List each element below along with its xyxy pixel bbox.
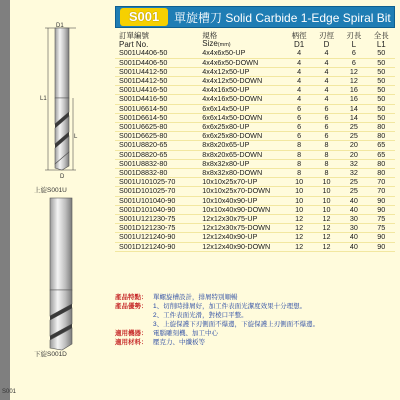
- cell-size: 10x10x40x90-UP: [202, 196, 285, 205]
- head-l-en: L: [351, 39, 357, 49]
- product-header: [115, 6, 395, 28]
- head-d1-cn: 柄徑: [291, 31, 307, 40]
- cell-l1: 90: [368, 196, 395, 205]
- cell-d: 8: [313, 150, 340, 159]
- head-d1-en: D1: [294, 39, 305, 49]
- cell-size: 12x12x40x90-UP: [202, 233, 285, 242]
- table-row: [115, 58, 395, 67]
- cell-l: 14: [340, 113, 367, 122]
- table-row: [115, 49, 395, 58]
- down-spiral-bit: [50, 198, 72, 350]
- note-key: 適用機器：: [115, 330, 148, 337]
- note-key: 產品特點：: [115, 294, 148, 301]
- label-d1: D1: [56, 23, 64, 29]
- cell-size: 8x8x32x80-DOWN: [202, 169, 285, 178]
- cell-l: 20: [340, 141, 367, 150]
- cell-size: 4x4x16x50-UP: [202, 86, 285, 95]
- cell-d: 4: [313, 77, 340, 86]
- cell-l: 16: [340, 86, 367, 95]
- cell-size: 6x6x25x80-UP: [202, 123, 285, 132]
- cell-d: 12: [313, 242, 340, 251]
- note-line: [115, 293, 395, 302]
- cell-l: 30: [340, 215, 367, 224]
- cell-part-no: S001U4406-50: [115, 49, 202, 58]
- cell-part-no: S001D4416-50: [115, 95, 202, 104]
- cell-part-no: S001D121240-90: [115, 242, 202, 251]
- head-l-cn: 刃長: [346, 31, 362, 40]
- cell-d: 10: [313, 205, 340, 214]
- note-value: 電腦雕刻機、加工中心: [153, 330, 218, 337]
- up-spiral-bit: [45, 28, 76, 170]
- note-value: 單螺旋槽設計，排屑特別順暢: [153, 294, 238, 301]
- cell-l: 14: [340, 104, 367, 113]
- cell-d1: 8: [285, 141, 312, 150]
- cell-l1: 50: [368, 113, 395, 122]
- cell-l1: 65: [368, 141, 395, 150]
- cell-d: 4: [313, 49, 340, 58]
- cell-l: 20: [340, 150, 367, 159]
- cell-d: 12: [313, 233, 340, 242]
- cell-l1: 90: [368, 205, 395, 214]
- cell-part-no: S001U6625-80: [115, 123, 202, 132]
- cell-d: 6: [313, 123, 340, 132]
- cell-size: 8x8x20x65-DOWN: [202, 150, 285, 159]
- table-row: [115, 233, 395, 242]
- cell-size: 4x4x6x50-DOWN: [202, 58, 285, 67]
- cell-d: 4: [313, 86, 340, 95]
- note-key: 產品優勢：: [115, 303, 148, 310]
- cell-d1: 4: [285, 95, 312, 104]
- product-code-badge: S001: [120, 8, 168, 26]
- note-value: 1、切削時排屑好，加工件表面光潔度效果十分理想。: [153, 303, 307, 310]
- cell-size: 6x6x14x50-UP: [202, 104, 285, 113]
- cell-part-no: S001U101025-70: [115, 178, 202, 187]
- cell-size: 6x6x25x80-DOWN: [202, 132, 285, 141]
- cell-l1: 70: [368, 187, 395, 196]
- table-row: [115, 95, 395, 104]
- cell-l: 25: [340, 123, 367, 132]
- cell-part-no: S001U6614-50: [115, 104, 202, 113]
- cell-size: 10x10x40x90-DOWN: [202, 205, 285, 214]
- cell-d1: 8: [285, 150, 312, 159]
- cell-l1: 65: [368, 150, 395, 159]
- head-l1-cn: 全長: [373, 31, 389, 40]
- cell-size: 4x4x12x50-DOWN: [202, 77, 285, 86]
- cell-d1: 4: [285, 77, 312, 86]
- cell-l: 16: [340, 95, 367, 104]
- label-l1: L1: [40, 96, 47, 102]
- cell-d1: 6: [285, 132, 312, 141]
- cell-l1: 50: [368, 95, 395, 104]
- note-line: [115, 311, 395, 320]
- cell-d1: 10: [285, 205, 312, 214]
- cell-l: 25: [340, 132, 367, 141]
- table-row: [115, 141, 395, 150]
- table-row: [115, 104, 395, 113]
- cell-l: 25: [340, 178, 367, 187]
- cell-size: 8x8x20x65-UP: [202, 141, 285, 150]
- cell-l: 40: [340, 205, 367, 214]
- cell-l1: 50: [368, 67, 395, 76]
- head-d-cn: 刃徑: [319, 31, 334, 40]
- cell-l: 12: [340, 67, 367, 76]
- cell-l1: 50: [368, 77, 395, 86]
- cell-part-no: S001D121230-75: [115, 224, 202, 233]
- label-l: L: [74, 134, 78, 140]
- head-part-en: Part No.: [119, 39, 149, 49]
- cell-l1: 50: [368, 104, 395, 113]
- cell-d: 8: [313, 141, 340, 150]
- cell-l: 40: [340, 233, 367, 242]
- cell-part-no: S001U4416-50: [115, 86, 202, 95]
- cell-size: 12x12x30x75-UP: [202, 215, 285, 224]
- cell-l1: 50: [368, 86, 395, 95]
- label-d: D: [60, 174, 65, 180]
- note-line: [115, 329, 395, 338]
- product-title: 單旋槽刀 Solid Carbide 1-Edge Spiral Bit: [174, 11, 391, 25]
- cell-l1: 80: [368, 159, 395, 168]
- cell-part-no: S001D6614-50: [115, 113, 202, 122]
- cell-l: 32: [340, 169, 367, 178]
- cell-l1: 50: [368, 49, 395, 58]
- cell-d1: 6: [285, 113, 312, 122]
- cell-d: 8: [313, 169, 340, 178]
- cell-size: 4x4x12x50-UP: [202, 67, 285, 76]
- cell-l1: 90: [368, 233, 395, 242]
- cell-d: 10: [313, 187, 340, 196]
- cell-d1: 8: [285, 169, 312, 178]
- footer-code: S001: [2, 389, 17, 395]
- cell-part-no: S001D4406-50: [115, 58, 202, 67]
- cell-d1: 4: [285, 49, 312, 58]
- cell-d: 8: [313, 159, 340, 168]
- cell-part-no: S001D6625-80: [115, 132, 202, 141]
- cell-d1: 12: [285, 233, 312, 242]
- cell-part-no: S001D4412-50: [115, 77, 202, 86]
- cell-d1: 4: [285, 86, 312, 95]
- cell-d: 10: [313, 178, 340, 187]
- cell-l1: 75: [368, 215, 395, 224]
- cell-l: 25: [340, 187, 367, 196]
- cell-d1: 10: [285, 187, 312, 196]
- cell-size: 4x4x16x50-DOWN: [202, 95, 285, 104]
- cell-d: 6: [313, 104, 340, 113]
- note-line: [115, 320, 395, 329]
- head-size-label: Size: [202, 39, 218, 49]
- table-row: [115, 242, 395, 251]
- cell-size: 6x6x14x50-DOWN: [202, 113, 285, 122]
- note-value: 2、工件表面光滑，對棱口平整。: [153, 312, 248, 319]
- left-edge-strip: [0, 0, 10, 400]
- head-l1-en: L1: [376, 39, 386, 49]
- cell-part-no: S001D101040-90: [115, 205, 202, 214]
- cell-l: 12: [340, 77, 367, 86]
- cell-d1: 12: [285, 242, 312, 251]
- bit-drawing: [10, 20, 115, 360]
- cell-l1: 80: [368, 123, 395, 132]
- cell-size: 4x4x6x50-UP: [202, 49, 285, 58]
- spec-table: [115, 32, 395, 252]
- cell-l: 32: [340, 159, 367, 168]
- cell-d: 4: [313, 58, 340, 67]
- cell-l: 6: [340, 58, 367, 67]
- cell-l1: 80: [368, 169, 395, 178]
- cell-d1: 10: [285, 178, 312, 187]
- product-notes: [115, 293, 395, 347]
- head-d-en: D: [323, 39, 330, 49]
- cell-d: 6: [313, 113, 340, 122]
- cell-l: 40: [340, 196, 367, 205]
- cell-d1: 12: [285, 224, 312, 233]
- cell-part-no: S001U4412-50: [115, 67, 202, 76]
- table-head-cn: [115, 32, 395, 40]
- cell-size: 12x12x40x90-DOWN: [202, 242, 285, 251]
- cell-size: 8x8x32x80-UP: [202, 159, 285, 168]
- note-value: 壓克力、中纖板等: [153, 339, 205, 346]
- table-row: [115, 187, 395, 196]
- table-row: [115, 150, 395, 159]
- head-part-cn: 訂單編號: [119, 31, 149, 40]
- caption-down: 下旋S001D: [34, 351, 67, 358]
- cell-l: 40: [340, 242, 367, 251]
- cell-l1: 80: [368, 132, 395, 141]
- cell-part-no: S001D8832-80: [115, 169, 202, 178]
- cell-d: 10: [313, 196, 340, 205]
- cell-d1: 6: [285, 123, 312, 132]
- cell-d: 12: [313, 224, 340, 233]
- cell-l1: 70: [368, 178, 395, 187]
- head-size-cn: 規格: [202, 31, 218, 40]
- note-key: [115, 311, 153, 320]
- note-line: [115, 338, 395, 347]
- cell-d1: 10: [285, 196, 312, 205]
- cell-l: 30: [340, 224, 367, 233]
- cell-part-no: S001D8820-65: [115, 150, 202, 159]
- cell-d1: 8: [285, 159, 312, 168]
- cell-d: 4: [313, 95, 340, 104]
- cell-l: 6: [340, 49, 367, 58]
- cell-size: 10x10x25x70-UP: [202, 178, 285, 187]
- cell-d: 12: [313, 215, 340, 224]
- cell-part-no: S001U121230-75: [115, 215, 202, 224]
- cell-l1: 75: [368, 224, 395, 233]
- caption-up: 上旋S001U: [34, 187, 67, 194]
- table-row: [115, 196, 395, 205]
- cell-d1: 4: [285, 67, 312, 76]
- cell-part-no: S001U121240-90: [115, 233, 202, 242]
- cell-l1: 90: [368, 242, 395, 251]
- cell-d: 4: [313, 67, 340, 76]
- cell-part-no: S001U8832-80: [115, 159, 202, 168]
- cell-size: 12x12x30x75-DOWN: [202, 224, 285, 233]
- cell-d1: 12: [285, 215, 312, 224]
- cell-d1: 6: [285, 104, 312, 113]
- note-line: [115, 302, 395, 311]
- cell-size: 10x10x25x70-DOWN: [202, 187, 285, 196]
- note-value: 3、上旋保護下刃側面不爆邊，下旋保護上刃側面不爆邊。: [153, 321, 320, 328]
- cell-part-no: S001D101025-70: [115, 187, 202, 196]
- note-key: 適用材料：: [115, 339, 148, 346]
- cell-l1: 50: [368, 58, 395, 67]
- head-size-unit: (mm): [217, 42, 231, 49]
- cell-d1: 4: [285, 58, 312, 67]
- cell-part-no: S001U8820-65: [115, 141, 202, 150]
- note-key: [115, 320, 153, 329]
- cell-d: 6: [313, 132, 340, 141]
- cell-part-no: S001U101040-90: [115, 196, 202, 205]
